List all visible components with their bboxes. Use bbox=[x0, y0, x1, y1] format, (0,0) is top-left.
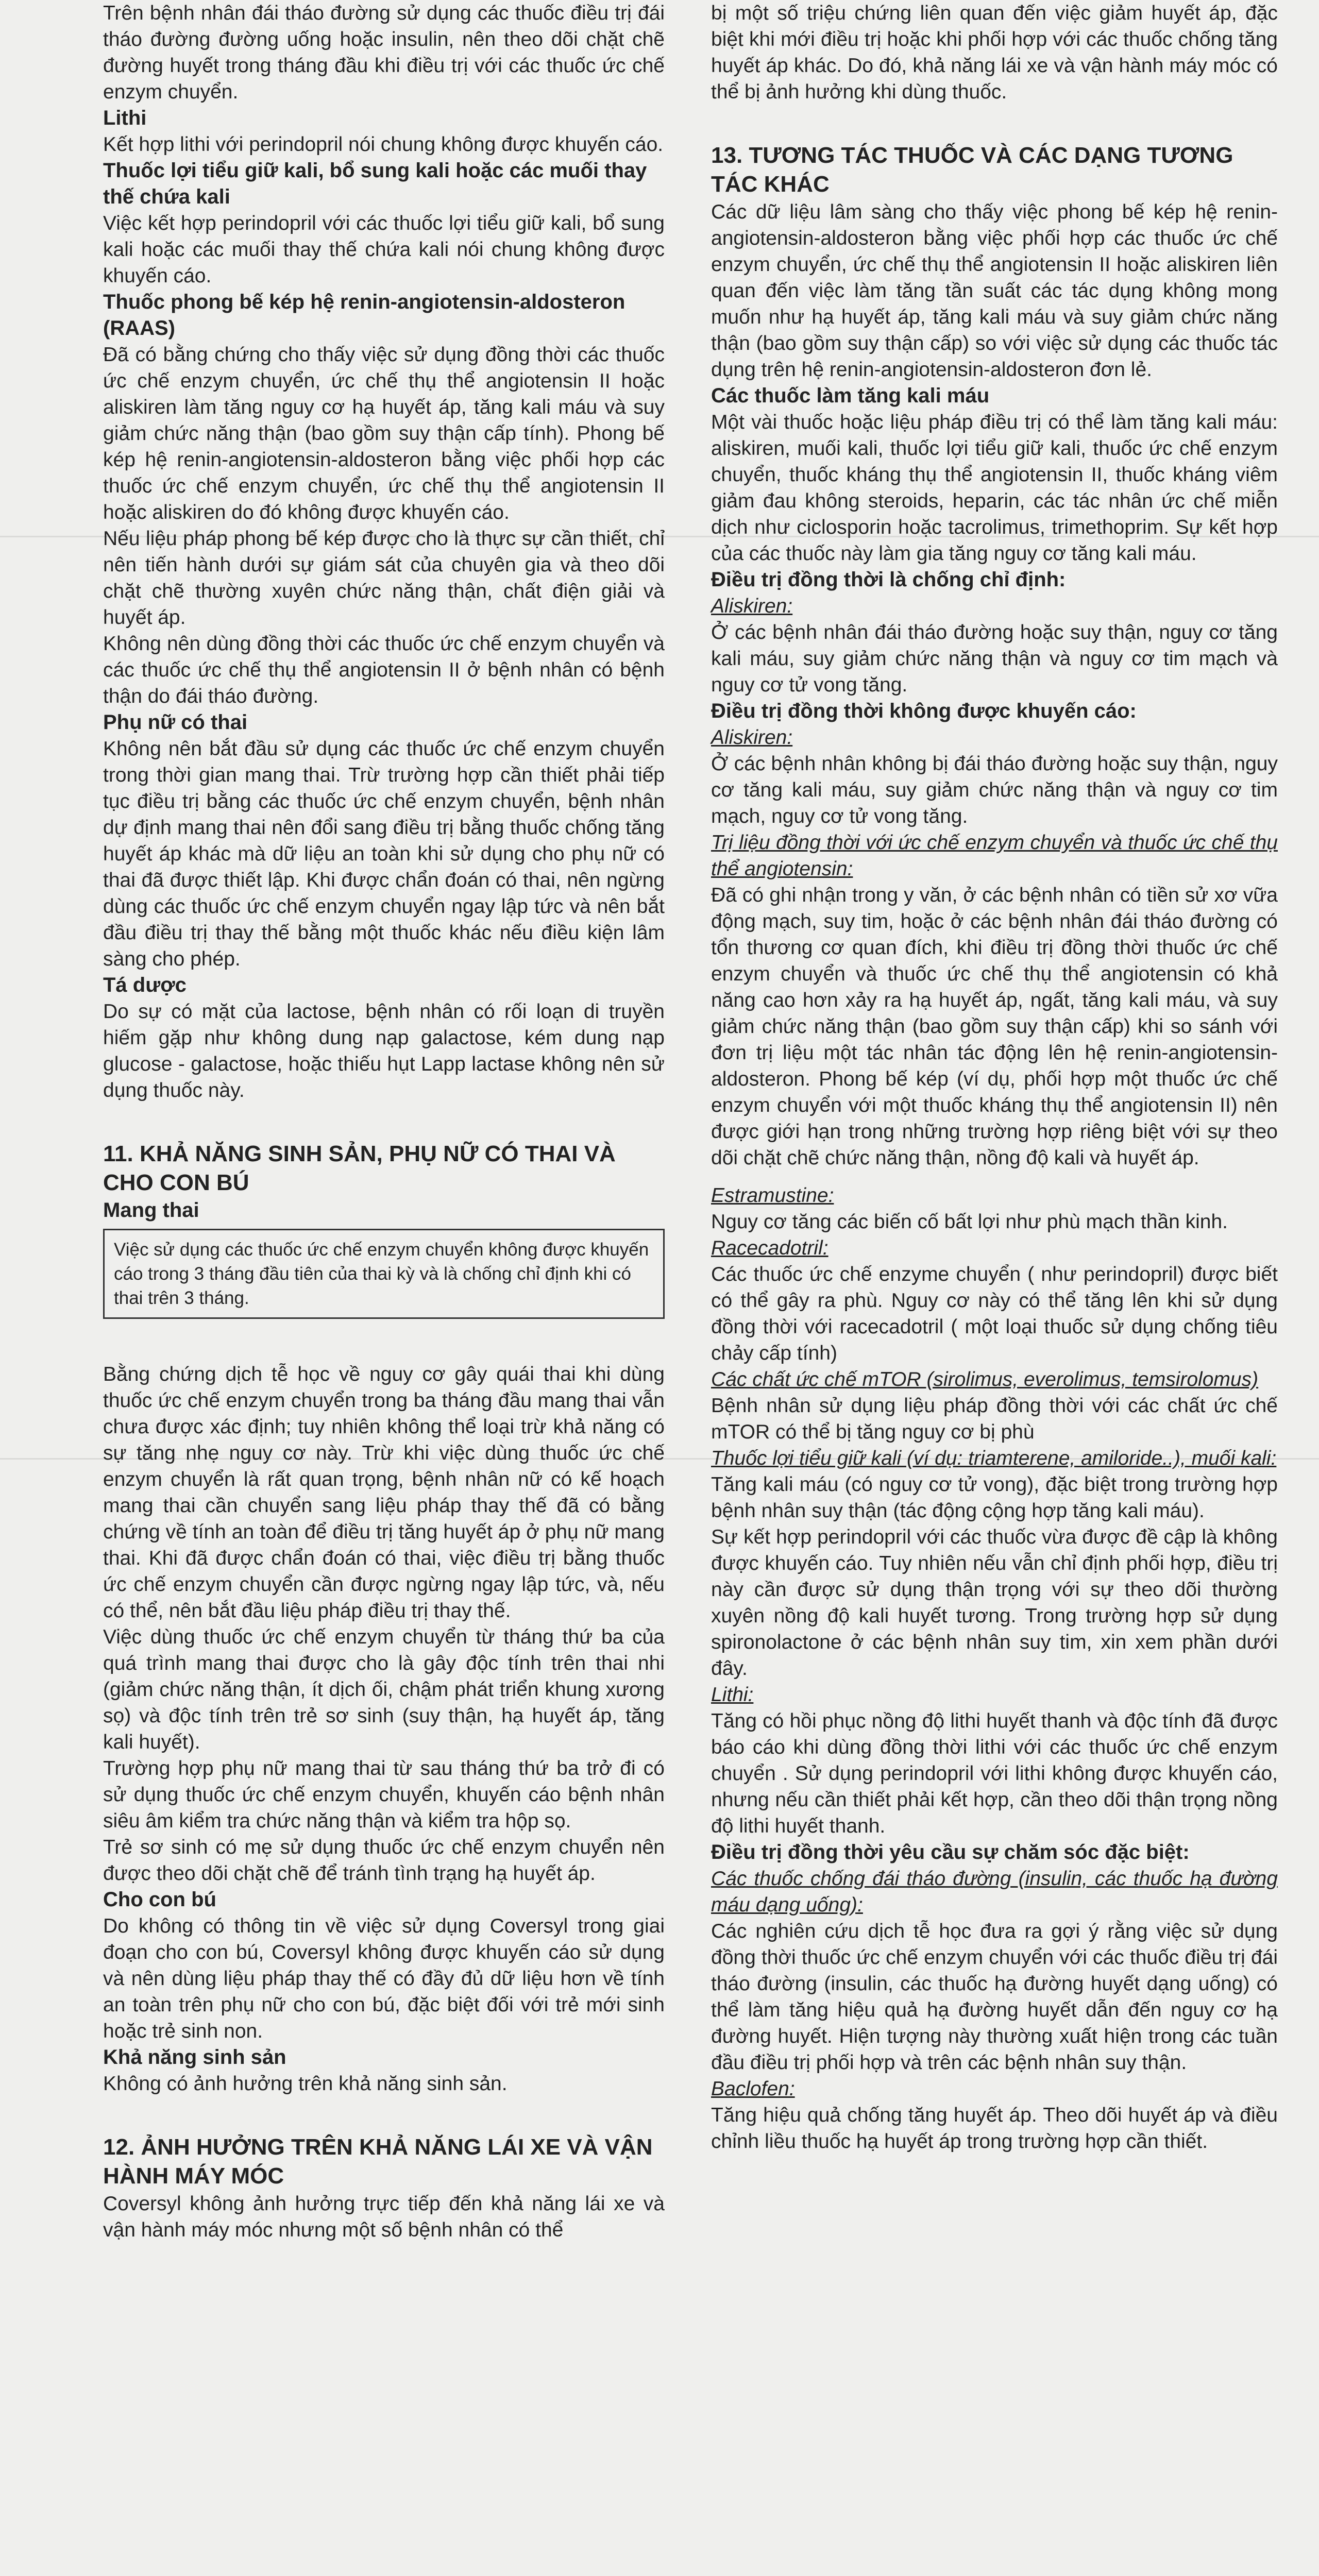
paragraph-estramustine: Nguy cơ tăng các biến cố bất lợi như phù mạch thần kinh. bbox=[711, 1211, 1228, 1233]
subheading-aliskiren-notrec: Aliskiren: bbox=[711, 726, 793, 749]
subheading-dual-blockade: Trị liệu đồng thời với ức chế enzym chuyển và thuốc ức chế thụ thể angiotensin: bbox=[711, 832, 1278, 880]
paragraph-raas-3: Không nên dùng đồng thời các thuốc ức chế enzym chuyển và các thuốc ức chế thụ thể angiotensin II ở bệnh nhân có bệnh thận do đái tháo đường. bbox=[103, 633, 665, 707]
paragraph-pregnancy-2: Việc dùng thuốc ức chế enzym chuyển từ tháng thứ ba của quá trình mang thai được cho là gây độc tính trên thai nhi (giảm chức năng thận, ít dịch ối, chậm phát triển khung xương sọ) và độc tính trên trẻ sơ sinh (suy thận, hạ huyết áp, tăng kali huyết). bbox=[103, 1626, 665, 1753]
heading-hyperkalemia-drugs: Các thuốc làm tăng kali máu bbox=[711, 384, 990, 407]
heading-contraindicated: Điều trị đồng thời là chống chỉ định: bbox=[711, 568, 1066, 591]
paragraph-aliskiren-notrec: Ở các bệnh nhân không bị đái tháo đường hoặc suy thận, nguy cơ tăng kali máu, suy giảm chức năng thận và nguy cơ tim mạch, nguy cơ tử vong tăng. bbox=[711, 753, 1278, 827]
subheading-antidiabetics: Các thuốc chống đái tháo đường (insulin, các thuốc hạ đường máu dạng uống): bbox=[711, 1868, 1278, 1916]
paragraph-racecadotril: Các thuốc ức chế enzyme chuyển ( như perindopril) được biết có thể gây ra phù. Nguy cơ này có thể tăng lên khi sử dụng đồng thời với racecadotril ( một loại thuốc sử dụng chống tiêu chảy cấp tính) bbox=[711, 1263, 1278, 1364]
paragraph-potassium-sparing-2: Sự kết hợp perindopril với các thuốc vừa được đề cập là không được khuyến cáo. Tuy nhiên nếu vẫn chỉ định phối hợp, điều trị này cần được sử dụng thận trọng với sự theo dõi thường xuyên nồng độ kali huyết tương. Trong trường hợp sử dụng spironolactone ở các bệnh nhân suy tim, xin xem phần dưới đây. bbox=[711, 1526, 1278, 1680]
paragraph-excipient: Do sự có mặt của lactose, bệnh nhân có rối loạn di truyền hiếm gặp như không dung nạp galactose, kém dung nạp glucose - galactose, hoặc thiếu hụt Lapp lactase không nên sử dụng thuốc này. bbox=[103, 1001, 665, 1101]
right-column bbox=[711, 0, 1278, 2155]
paragraph-hyperkalemia-drugs: Một vài thuốc hoặc liệu pháp điều trị có thể làm tăng kali máu: aliskiren, muối kali, thuốc lợi tiểu giữ kali, thuốc ức chế enzym chuyển, thuốc kháng thụ thể angiotensin II, thuốc kháng viêm giảm đau không steroids, heparin, các tác nhân ức chế miễn dịch như ciclosporin hoặc tacrolimus, trimethoprim. Sự kết hợp của các thuốc này làm gia tăng nguy cơ tăng kali máu. bbox=[711, 411, 1278, 565]
subheading-estramustine: Estramustine: bbox=[711, 1184, 834, 1207]
subheading-potassium-sparing: Thuốc lợi tiểu giữ kali (ví dụ: triamterene, amiloride..), muối kali: bbox=[711, 1447, 1277, 1469]
paragraph-pregnancy-1: Bằng chứng dịch tễ học về nguy cơ gây quái thai khi dùng thuốc ức chế enzym chuyển trong ba tháng đầu mang thai vẫn chưa được xác định; tuy nhiên không thể loại trừ khả năng có sự tăng nhẹ nguy cơ này. Trừ khi việc dùng thuốc ức chế enzym chuyển là rất quan trọng, bệnh nhân nữ có kế hoạch mang thai cần chuyển sang liệu pháp thay thế đã có bằng chứng về tính an toàn để điều trị tăng huyết áp ở phụ nữ mang thai. Khi đã được chẩn đoán có thai, việc điều trị bằng thuốc ức chế enzym chuyển cần được ngừng ngay lập tức, và, nếu có thể, nên bắt đầu liệu pháp điều trị thay thế. bbox=[103, 1363, 665, 1622]
heading-raas: Thuốc phong bế kép hệ renin-angiotensin-aldosteron (RAAS) bbox=[103, 291, 625, 340]
section-11-title: 11. KHẢ NĂNG SINH SẢN, PHỤ NỮ CÓ THAI VÀ CHO CON BÚ bbox=[103, 1141, 616, 1195]
paragraph-raas-1: Đã có bằng chứng cho thấy việc sử dụng đồng thời các thuốc ức chế enzym chuyển, ức chế thụ thể angiotensin II hoặc aliskiren làm tăng nguy cơ hạ huyết áp, tăng kali máu và suy giảm chức năng thận (bao gồm suy thận cấp tính). Phong bế kép hệ renin-angiotensin-aldosteron bằng việc phối hợp các thuốc ức chế enzym chuyển, ức chế thụ thể angiotensin II hoặc aliskiren do đó không được khuyến cáo. bbox=[103, 344, 665, 523]
paragraph-antidiabetics: Các nghiên cứu dịch tễ học đưa ra gợi ý rằng việc sử dụng đồng thời thuốc ức chế enzym chuyển với các thuốc điều trị đái tháo đường (insulin, các thuốc hạ đường huyết dạng uống) có thể làm tăng hiệu quả hạ đường huyết dẫn đến nguy cơ hạ đường huyết. Hiện tượng này thường xuất hiện trong các tuần đầu điều trị phối hợp và trên các bệnh nhân suy thận. bbox=[711, 1920, 1278, 2074]
paragraph-baclofen: Tăng hiệu quả chống tăng huyết áp. Theo dõi huyết áp và điều chỉnh liều thuốc hạ huyết áp trong trường hợp cần thiết. bbox=[711, 2104, 1278, 2153]
heading-excipient: Tá dược bbox=[103, 974, 187, 996]
paragraph-driving: Coversyl không ảnh hưởng trực tiếp đến khả năng lái xe và vận hành máy móc nhưng một số bệnh nhân có thể bbox=[103, 2193, 665, 2241]
subheading-baclofen: Baclofen: bbox=[711, 2078, 795, 2100]
subheading-mtor: Các chất ức chế mTOR (sirolimus, everolimus, temsirolomus) bbox=[711, 1368, 1259, 1391]
section-12-title: 12. ẢNH HƯỞNG TRÊN KHẢ NĂNG LÁI XE VÀ VẬN HÀNH MÁY MÓC bbox=[103, 2134, 653, 2189]
paragraph-driving-continued: bị một số triệu chứng liên quan đến việc giảm huyết áp, đặc biệt khi mới điều trị hoặc khi phối hợp với các thuốc chống tăng huyết áp khác. Do đó, khả năng lái xe và vận hành máy móc có thể bị ảnh hưởng khi dùng thuốc. bbox=[711, 2, 1278, 103]
subheading-aliskiren-contra: Aliskiren: bbox=[711, 595, 793, 617]
pregnancy-warning-box: Việc sử dụng các thuốc ức chế enzym chuyển không được khuyến cáo trong 3 tháng đầu tiên của thai kỳ và là chống chỉ định khi có thai trên 3 tháng. bbox=[103, 1229, 665, 1319]
heading-potassium: Thuốc lợi tiểu giữ kali, bổ sung kali hoặc các muối thay thế chứa kali bbox=[103, 159, 647, 208]
paragraph-raas-2: Nếu liệu pháp phong bế kép được cho là thực sự cần thiết, chỉ nên tiến hành dưới sự giám sát của chuyên gia và theo dõi chặt chẽ thường xuyên chức năng thận, chất điện giải và huyết áp. bbox=[103, 528, 665, 629]
paragraph-pregnancy-3: Trường hợp phụ nữ mang thai từ sau tháng thứ ba trở đi có sử dụng thuốc ức chế enzym chuyển, khuyến cáo bệnh nhân siêu âm kiểm tra chức năng thận và kiểm tra hộp sọ. bbox=[103, 1757, 665, 1832]
heading-breastfeeding: Cho con bú bbox=[103, 1888, 216, 1911]
subheading-racecadotril: Racecadotril: bbox=[711, 1237, 828, 1259]
paragraph-pregnancy-4: Trẻ sơ sinh có mẹ sử dụng thuốc ức chế enzym chuyển nên được theo dõi chặt chẽ để tránh tình trạng hạ huyết áp. bbox=[103, 1836, 665, 1885]
paragraph-lithi: Kết hợp lithi với perindopril nói chung không được khuyến cáo. bbox=[103, 133, 664, 156]
heading-fertility: Khả năng sinh sản bbox=[103, 2046, 286, 2069]
heading-not-recommended: Điều trị đồng thời không được khuyến cáo: bbox=[711, 700, 1137, 722]
subheading-lithi: Lithi: bbox=[711, 1684, 754, 1706]
paragraph-mtor: Bệnh nhân sử dụng liệu pháp đồng thời với các chất ức chế mTOR có thể bị tăng nguy cơ bị phù bbox=[711, 1395, 1278, 1443]
paragraph-breastfeeding: Do không có thông tin về việc sử dụng Coversyl trong giai đoạn cho con bú, Coversyl không được khuyến cáo sử dụng và nên dùng liệu pháp thay thế có đầy đủ dữ liệu hơn về tính an toàn trên phụ nữ cho con bú, đặc biệt đối với trẻ mới sinh hoặc trẻ sinh non. bbox=[103, 1915, 665, 2042]
heading-pregnancy: Mang thai bbox=[103, 1199, 199, 1222]
section-13-title: 13. TƯƠNG TÁC THUỐC VÀ CÁC DẠNG TƯƠNG TÁC KHÁC bbox=[711, 143, 1233, 197]
left-column bbox=[103, 0, 665, 2243]
paragraph-aliskiren-contra: Ở các bệnh nhân đái tháo đường hoặc suy thận, nguy cơ tăng kali máu, suy giảm chức năng thận và nguy cơ tim mạch và nguy cơ tử vong tăng. bbox=[711, 621, 1278, 696]
paragraph-interactions-intro: Các dữ liệu lâm sàng cho thấy việc phong bế kép hệ renin-angiotensin-aldosteron bằng việc phối hợp các thuốc ức chế enzym chuyển, ức chế thụ thể angiotensin II hoặc aliskiren liên quan đến việc làm tăng tần suất các tác dụng không mong muốn như hạ huyết áp, tăng kali máu và suy giảm chức năng thận (bao gồm suy thận cấp) so với việc sử dụng các thuốc tác dụng trên hệ renin-angiotensin-aldosteron đơn lẻ. bbox=[711, 201, 1278, 381]
paragraph-diabetes-intro: Trên bệnh nhân đái tháo đường sử dụng các thuốc điều trị đái tháo đường đường uống hoặc insulin, nên theo dõi chặt chẽ đường huyết trong tháng đầu khi điều trị với các thuốc ức chế enzym chuyển. bbox=[103, 2, 665, 103]
heading-special-care: Điều trị đồng thời yêu cầu sự chăm sóc đặc biệt: bbox=[711, 1841, 1190, 1863]
paragraph-potassium: Việc kết hợp perindopril với các thuốc lợi tiểu giữ kali, bổ sung kali hoặc các muối thay thế chứa kali nói chung không được khuyến cáo. bbox=[103, 212, 665, 287]
paragraph-potassium-sparing-1: Tăng kali máu (có nguy cơ tử vong), đặc biệt trong trường hợp bệnh nhân suy thận (tác động cộng hợp tăng kali máu). bbox=[711, 1473, 1278, 1522]
paragraph-fertility: Không có ảnh hưởng trên khả năng sinh sản. bbox=[103, 2073, 508, 2095]
paragraph-dual-blockade: Đã có ghi nhận trong y văn, ở các bệnh nhân có tiền sử xơ vữa động mạch, suy tim, hoặc ở các bệnh nhân đái tháo đường có tổn thương cơ quan đích, khi điều trị đồng thời thuốc ức chế enzym chuyển và thuốc ức chế thụ thể angiotensin có khả năng cao hơn xảy ra hạ huyết áp, ngất, tăng kali máu, và suy giảm chức năng thận (bao gồm suy thận cấp) khi so sánh với đơn trị liệu một tác nhân tác động lên hệ renin-angiotensin-aldosteron. Phong bế kép (ví dụ, phối hợp một thuốc ức chế enzym chuyển với một thuốc kháng thụ thể angiotensin II) nên được giới hạn trong những trường hợp riêng biệt với sự theo dõi chặt chẽ chức năng thận, nồng độ kali và huyết áp. bbox=[711, 884, 1278, 1169]
heading-lithi: Lithi bbox=[103, 107, 147, 129]
heading-pregnant-women: Phụ nữ có thai bbox=[103, 711, 248, 734]
paragraph-pregnant-women: Không nên bắt đầu sử dụng các thuốc ức chế enzym chuyển trong thời gian mang thai. Trừ trường hợp cần thiết phải tiếp tục điều trị bằng các thuốc ức chế enzym chuyển, bệnh nhân dự định mang thai nên đổi sang điều trị bằng thuốc chống tăng huyết áp khác mà dữ liệu an toàn khi sử dụng cho phụ nữ có thai đã được thiết lập. Khi được chẩn đoán có thai, nên ngừng dùng các thuốc ức chế enzym chuyển ngay lập tức và nên bắt đầu điều trị thay thế bằng một thuốc khác nếu điều kiện lâm sàng cho phép. bbox=[103, 738, 665, 970]
paragraph-lithi-interaction: Tăng có hồi phục nồng độ lithi huyết thanh và độc tính đã được báo cáo khi dùng đồng thời lithi với các thuốc ức chế enzym chuyển . Sử dụng perindopril với lithi không được khuyến cáo, nhưng nếu cần thiết phải kết hợp, cần theo dõi thận trọng nồng độ lithi huyết thanh. bbox=[711, 1710, 1278, 1837]
